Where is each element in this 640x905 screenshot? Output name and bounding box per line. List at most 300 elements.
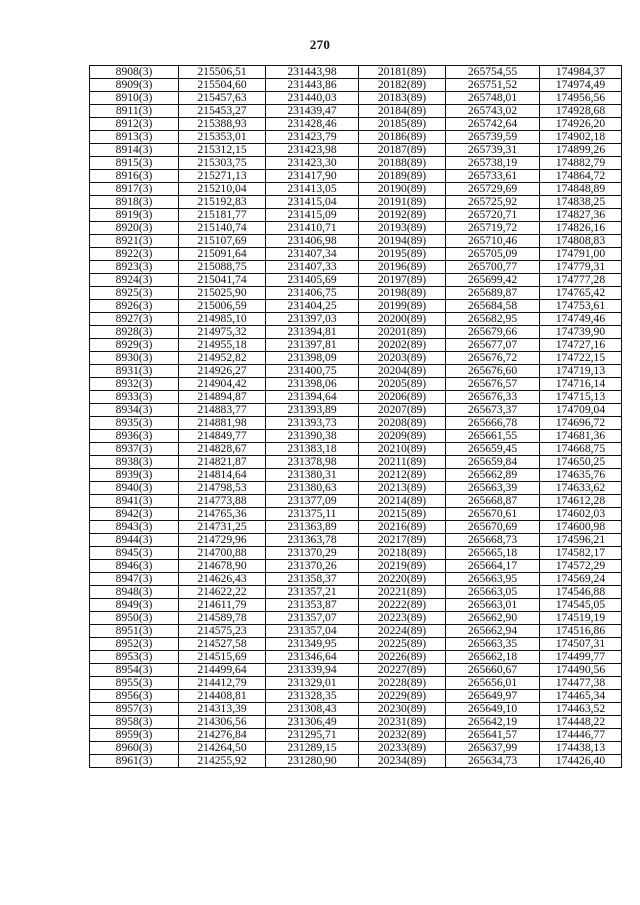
table-cell-x-coordinate-right: 265699,42 bbox=[446, 274, 540, 287]
table-cell-x-coordinate-right: 265641,57 bbox=[446, 729, 540, 742]
table-cell-x-coordinate-left: 214814,64 bbox=[179, 469, 266, 482]
table-cell-y-coordinate-right: 174765,42 bbox=[540, 287, 622, 300]
table-cell-point-id-right: 20195(89) bbox=[359, 248, 446, 261]
table-cell-point-id-left: 8946(3) bbox=[90, 560, 179, 573]
table-cell-point-id-left: 8918(3) bbox=[90, 196, 179, 209]
table-cell-y-coordinate-right: 174749,46 bbox=[540, 313, 622, 326]
table-cell-point-id-right: 20193(89) bbox=[359, 222, 446, 235]
table-cell-point-id-left: 8933(3) bbox=[90, 391, 179, 404]
table-cell-point-id-right: 20189(89) bbox=[359, 170, 446, 183]
table-row bbox=[90, 612, 622, 625]
table-cell-x-coordinate-right: 265673,37 bbox=[446, 404, 540, 417]
table-cell-x-coordinate-right: 265663,95 bbox=[446, 573, 540, 586]
table-cell-y-coordinate-right: 174719,13 bbox=[540, 365, 622, 378]
table-cell-point-id-right: 20202(89) bbox=[359, 339, 446, 352]
table-cell-y-coordinate-right: 174696,72 bbox=[540, 417, 622, 430]
table-row bbox=[90, 261, 622, 274]
table-cell-y-coordinate-left: 231443,86 bbox=[266, 79, 359, 92]
table-cell-y-coordinate-left: 231357,04 bbox=[266, 625, 359, 638]
table-cell-y-coordinate-left: 231415,09 bbox=[266, 209, 359, 222]
table-cell-point-id-left: 8960(3) bbox=[90, 742, 179, 755]
table-cell-x-coordinate-left: 214499,64 bbox=[179, 664, 266, 677]
table-cell-x-coordinate-left: 214700,88 bbox=[179, 547, 266, 560]
table-cell-y-coordinate-right: 174612,28 bbox=[540, 495, 622, 508]
table-cell-y-coordinate-left: 231410,71 bbox=[266, 222, 359, 235]
table-cell-y-coordinate-right: 174926,20 bbox=[540, 118, 622, 131]
table-cell-point-id-left: 8908(3) bbox=[90, 66, 179, 79]
table-cell-x-coordinate-left: 214729,96 bbox=[179, 534, 266, 547]
coordinates-table bbox=[89, 65, 622, 768]
table-cell-x-coordinate-right: 265662,89 bbox=[446, 469, 540, 482]
table-cell-point-id-right: 20188(89) bbox=[359, 157, 446, 170]
table-cell-point-id-left: 8961(3) bbox=[90, 755, 179, 768]
table-cell-x-coordinate-right: 265656,01 bbox=[446, 677, 540, 690]
table-cell-x-coordinate-right: 265754,55 bbox=[446, 66, 540, 79]
table-row bbox=[90, 118, 622, 131]
table-cell-y-coordinate-left: 231415,04 bbox=[266, 196, 359, 209]
table-row bbox=[90, 66, 622, 79]
table-cell-x-coordinate-right: 265663,39 bbox=[446, 482, 540, 495]
table-cell-point-id-left: 8914(3) bbox=[90, 144, 179, 157]
table-cell-point-id-left: 8927(3) bbox=[90, 313, 179, 326]
table-cell-point-id-left: 8937(3) bbox=[90, 443, 179, 456]
table-cell-point-id-right: 20203(89) bbox=[359, 352, 446, 365]
table-cell-point-id-left: 8949(3) bbox=[90, 599, 179, 612]
table-cell-x-coordinate-right: 265710,46 bbox=[446, 235, 540, 248]
table-cell-y-coordinate-right: 174516,86 bbox=[540, 625, 622, 638]
table-cell-point-id-right: 20197(89) bbox=[359, 274, 446, 287]
table-cell-y-coordinate-right: 174650,25 bbox=[540, 456, 622, 469]
table-cell-y-coordinate-left: 231393,73 bbox=[266, 417, 359, 430]
table-cell-y-coordinate-left: 231370,26 bbox=[266, 560, 359, 573]
table-cell-x-coordinate-right: 265689,87 bbox=[446, 287, 540, 300]
table-cell-x-coordinate-left: 214881,98 bbox=[179, 417, 266, 430]
table-cell-y-coordinate-left: 231380,63 bbox=[266, 482, 359, 495]
table-cell-y-coordinate-left: 231383,18 bbox=[266, 443, 359, 456]
table-cell-point-id-right: 20206(89) bbox=[359, 391, 446, 404]
table-cell-y-coordinate-right: 174426,40 bbox=[540, 755, 622, 768]
table-cell-y-coordinate-left: 231377,09 bbox=[266, 495, 359, 508]
table-cell-point-id-left: 8925(3) bbox=[90, 287, 179, 300]
table-cell-y-coordinate-right: 174438,13 bbox=[540, 742, 622, 755]
table-cell-x-coordinate-left: 214985,10 bbox=[179, 313, 266, 326]
table-cell-x-coordinate-left: 214765,36 bbox=[179, 508, 266, 521]
table-cell-point-id-right: 20227(89) bbox=[359, 664, 446, 677]
table-cell-point-id-left: 8911(3) bbox=[90, 105, 179, 118]
table-cell-y-coordinate-right: 174864,72 bbox=[540, 170, 622, 183]
table-row bbox=[90, 313, 622, 326]
table-cell-y-coordinate-right: 174569,24 bbox=[540, 573, 622, 586]
table-cell-y-coordinate-left: 231349,95 bbox=[266, 638, 359, 651]
table-cell-y-coordinate-right: 174546,88 bbox=[540, 586, 622, 599]
table-cell-point-id-left: 8920(3) bbox=[90, 222, 179, 235]
table-cell-x-coordinate-right: 265742,64 bbox=[446, 118, 540, 131]
table-cell-point-id-left: 8938(3) bbox=[90, 456, 179, 469]
table-cell-y-coordinate-left: 231329,01 bbox=[266, 677, 359, 690]
table-cell-x-coordinate-right: 265682,95 bbox=[446, 313, 540, 326]
table-cell-y-coordinate-left: 231280,90 bbox=[266, 755, 359, 768]
table-cell-point-id-right: 20205(89) bbox=[359, 378, 446, 391]
table-row bbox=[90, 729, 622, 742]
table-cell-point-id-right: 20231(89) bbox=[359, 716, 446, 729]
table-cell-point-id-left: 8912(3) bbox=[90, 118, 179, 131]
table-row bbox=[90, 560, 622, 573]
table-row bbox=[90, 456, 622, 469]
table-cell-y-coordinate-right: 174791,00 bbox=[540, 248, 622, 261]
table-cell-y-coordinate-right: 174463,52 bbox=[540, 703, 622, 716]
table-cell-y-coordinate-left: 231405,69 bbox=[266, 274, 359, 287]
table-cell-point-id-right: 20218(89) bbox=[359, 547, 446, 560]
table-cell-point-id-right: 20196(89) bbox=[359, 261, 446, 274]
table-cell-x-coordinate-right: 265751,52 bbox=[446, 79, 540, 92]
table-cell-y-coordinate-right: 174739,90 bbox=[540, 326, 622, 339]
table-cell-x-coordinate-left: 214306,56 bbox=[179, 716, 266, 729]
table-cell-y-coordinate-left: 231353,87 bbox=[266, 599, 359, 612]
table-row bbox=[90, 183, 622, 196]
table-cell-point-id-left: 8919(3) bbox=[90, 209, 179, 222]
table-cell-y-coordinate-left: 231397,03 bbox=[266, 313, 359, 326]
table-cell-point-id-right: 20214(89) bbox=[359, 495, 446, 508]
table-cell-x-coordinate-right: 265729,69 bbox=[446, 183, 540, 196]
table-cell-x-coordinate-right: 265662,94 bbox=[446, 625, 540, 638]
table-row bbox=[90, 573, 622, 586]
table-cell-y-coordinate-right: 174602,03 bbox=[540, 508, 622, 521]
table-row bbox=[90, 404, 622, 417]
table-cell-point-id-right: 20184(89) bbox=[359, 105, 446, 118]
table-cell-point-id-right: 20199(89) bbox=[359, 300, 446, 313]
table-cell-y-coordinate-right: 174715,13 bbox=[540, 391, 622, 404]
table-cell-point-id-left: 8942(3) bbox=[90, 508, 179, 521]
table-cell-x-coordinate-left: 214515,69 bbox=[179, 651, 266, 664]
table-row bbox=[90, 339, 622, 352]
table-cell-point-id-left: 8941(3) bbox=[90, 495, 179, 508]
table-cell-x-coordinate-left: 215388,93 bbox=[179, 118, 266, 131]
table-cell-y-coordinate-left: 231378,98 bbox=[266, 456, 359, 469]
table-cell-point-id-right: 20207(89) bbox=[359, 404, 446, 417]
table-cell-x-coordinate-right: 265748,01 bbox=[446, 92, 540, 105]
table-cell-x-coordinate-right: 265662,18 bbox=[446, 651, 540, 664]
table-cell-y-coordinate-left: 231306,49 bbox=[266, 716, 359, 729]
table-cell-x-coordinate-left: 215181,77 bbox=[179, 209, 266, 222]
table-row bbox=[90, 443, 622, 456]
table-row bbox=[90, 157, 622, 170]
table-cell-y-coordinate-right: 174668,75 bbox=[540, 443, 622, 456]
table-cell-x-coordinate-right: 265705,09 bbox=[446, 248, 540, 261]
table-cell-y-coordinate-left: 231440,03 bbox=[266, 92, 359, 105]
table-cell-point-id-right: 20217(89) bbox=[359, 534, 446, 547]
table-cell-x-coordinate-left: 214821,87 bbox=[179, 456, 266, 469]
table-row bbox=[90, 209, 622, 222]
table-cell-x-coordinate-left: 215303,75 bbox=[179, 157, 266, 170]
table-cell-y-coordinate-left: 231363,89 bbox=[266, 521, 359, 534]
table-cell-point-id-right: 20186(89) bbox=[359, 131, 446, 144]
table-cell-point-id-right: 20208(89) bbox=[359, 417, 446, 430]
table-cell-point-id-right: 20221(89) bbox=[359, 586, 446, 599]
table-cell-y-coordinate-left: 231375,11 bbox=[266, 508, 359, 521]
table-cell-x-coordinate-left: 214575,23 bbox=[179, 625, 266, 638]
table-cell-y-coordinate-right: 174984,37 bbox=[540, 66, 622, 79]
table-cell-x-coordinate-left: 215041,74 bbox=[179, 274, 266, 287]
table-cell-y-coordinate-left: 231406,75 bbox=[266, 287, 359, 300]
table-cell-x-coordinate-right: 265679,66 bbox=[446, 326, 540, 339]
table-row bbox=[90, 391, 622, 404]
table-cell-point-id-right: 20219(89) bbox=[359, 560, 446, 573]
table-cell-x-coordinate-right: 265743,02 bbox=[446, 105, 540, 118]
table-cell-x-coordinate-left: 215453,27 bbox=[179, 105, 266, 118]
table-cell-x-coordinate-right: 265720,71 bbox=[446, 209, 540, 222]
table-row bbox=[90, 586, 622, 599]
table-cell-y-coordinate-right: 174899,26 bbox=[540, 144, 622, 157]
table-cell-y-coordinate-right: 174681,36 bbox=[540, 430, 622, 443]
table-cell-x-coordinate-left: 214798,53 bbox=[179, 482, 266, 495]
table-cell-point-id-left: 8944(3) bbox=[90, 534, 179, 547]
table-row bbox=[90, 248, 622, 261]
table-cell-x-coordinate-left: 215091,64 bbox=[179, 248, 266, 261]
table-cell-y-coordinate-left: 231346,64 bbox=[266, 651, 359, 664]
table-cell-point-id-left: 8954(3) bbox=[90, 664, 179, 677]
table-cell-point-id-right: 20190(89) bbox=[359, 183, 446, 196]
table-cell-point-id-right: 20192(89) bbox=[359, 209, 446, 222]
table-cell-x-coordinate-right: 265663,35 bbox=[446, 638, 540, 651]
table-cell-y-coordinate-right: 174956,56 bbox=[540, 92, 622, 105]
table-row bbox=[90, 638, 622, 651]
table-cell-x-coordinate-left: 215210,04 bbox=[179, 183, 266, 196]
table-cell-x-coordinate-left: 214264,50 bbox=[179, 742, 266, 755]
table-row bbox=[90, 703, 622, 716]
table-cell-y-coordinate-right: 174600,98 bbox=[540, 521, 622, 534]
table-cell-x-coordinate-left: 214622,22 bbox=[179, 586, 266, 599]
table-cell-y-coordinate-left: 231423,79 bbox=[266, 131, 359, 144]
table-cell-x-coordinate-right: 265700,77 bbox=[446, 261, 540, 274]
table-row bbox=[90, 521, 622, 534]
table-cell-point-id-left: 8939(3) bbox=[90, 469, 179, 482]
table-cell-x-coordinate-right: 265670,61 bbox=[446, 508, 540, 521]
table-cell-x-coordinate-right: 265642,19 bbox=[446, 716, 540, 729]
table-cell-y-coordinate-left: 231289,15 bbox=[266, 742, 359, 755]
table-cell-point-id-right: 20201(89) bbox=[359, 326, 446, 339]
table-cell-y-coordinate-left: 231394,81 bbox=[266, 326, 359, 339]
table-cell-y-coordinate-right: 174709,04 bbox=[540, 404, 622, 417]
table-cell-y-coordinate-right: 174490,56 bbox=[540, 664, 622, 677]
table-cell-point-id-right: 20228(89) bbox=[359, 677, 446, 690]
table-cell-y-coordinate-left: 231390,38 bbox=[266, 430, 359, 443]
table-cell-x-coordinate-left: 214926,27 bbox=[179, 365, 266, 378]
table-cell-y-coordinate-left: 231308,43 bbox=[266, 703, 359, 716]
table-cell-y-coordinate-left: 231439,47 bbox=[266, 105, 359, 118]
table-cell-x-coordinate-left: 214276,84 bbox=[179, 729, 266, 742]
table-cell-point-id-left: 8955(3) bbox=[90, 677, 179, 690]
table-cell-x-coordinate-left: 215506,51 bbox=[179, 66, 266, 79]
table-cell-x-coordinate-right: 265719,72 bbox=[446, 222, 540, 235]
table-cell-y-coordinate-left: 231370,29 bbox=[266, 547, 359, 560]
table-row bbox=[90, 534, 622, 547]
table-cell-x-coordinate-right: 265649,97 bbox=[446, 690, 540, 703]
table-cell-point-id-right: 20230(89) bbox=[359, 703, 446, 716]
table-cell-x-coordinate-right: 265662,90 bbox=[446, 612, 540, 625]
table-cell-x-coordinate-left: 214678,90 bbox=[179, 560, 266, 573]
table-row bbox=[90, 417, 622, 430]
table-cell-point-id-left: 8922(3) bbox=[90, 248, 179, 261]
table-cell-x-coordinate-right: 265649,10 bbox=[446, 703, 540, 716]
table-cell-x-coordinate-left: 214589,78 bbox=[179, 612, 266, 625]
table-cell-point-id-left: 8924(3) bbox=[90, 274, 179, 287]
table-row bbox=[90, 651, 622, 664]
table-cell-point-id-left: 8917(3) bbox=[90, 183, 179, 196]
table-cell-x-coordinate-right: 265663,05 bbox=[446, 586, 540, 599]
table-cell-x-coordinate-right: 265668,87 bbox=[446, 495, 540, 508]
table-cell-x-coordinate-left: 214894,87 bbox=[179, 391, 266, 404]
table-cell-point-id-right: 20223(89) bbox=[359, 612, 446, 625]
table-cell-y-coordinate-right: 174808,83 bbox=[540, 235, 622, 248]
table-cell-x-coordinate-right: 265663,01 bbox=[446, 599, 540, 612]
table-cell-point-id-left: 8945(3) bbox=[90, 547, 179, 560]
table-cell-y-coordinate-left: 231394,64 bbox=[266, 391, 359, 404]
table-cell-x-coordinate-left: 214975,32 bbox=[179, 326, 266, 339]
table-cell-point-id-left: 8926(3) bbox=[90, 300, 179, 313]
table-cell-y-coordinate-left: 231423,30 bbox=[266, 157, 359, 170]
table-cell-y-coordinate-right: 174779,31 bbox=[540, 261, 622, 274]
table-row bbox=[90, 79, 622, 92]
table-cell-y-coordinate-left: 231328,35 bbox=[266, 690, 359, 703]
table-cell-x-coordinate-right: 265659,45 bbox=[446, 443, 540, 456]
table-cell-point-id-left: 8929(3) bbox=[90, 339, 179, 352]
table-cell-point-id-right: 20232(89) bbox=[359, 729, 446, 742]
table-row bbox=[90, 430, 622, 443]
table-cell-y-coordinate-left: 231404,25 bbox=[266, 300, 359, 313]
table-cell-point-id-left: 8947(3) bbox=[90, 573, 179, 586]
table-cell-x-coordinate-right: 265676,33 bbox=[446, 391, 540, 404]
table-cell-x-coordinate-left: 215107,69 bbox=[179, 235, 266, 248]
table-row bbox=[90, 378, 622, 391]
table-row bbox=[90, 469, 622, 482]
table-cell-x-coordinate-left: 215504,60 bbox=[179, 79, 266, 92]
table-cell-point-id-right: 20183(89) bbox=[359, 92, 446, 105]
table-cell-y-coordinate-left: 231295,71 bbox=[266, 729, 359, 742]
table-cell-x-coordinate-right: 265659,84 bbox=[446, 456, 540, 469]
table-cell-point-id-right: 20222(89) bbox=[359, 599, 446, 612]
table-row bbox=[90, 105, 622, 118]
table-cell-x-coordinate-left: 215025,90 bbox=[179, 287, 266, 300]
table-cell-y-coordinate-right: 174477,38 bbox=[540, 677, 622, 690]
table-cell-y-coordinate-right: 174465,34 bbox=[540, 690, 622, 703]
table-cell-y-coordinate-left: 231400,75 bbox=[266, 365, 359, 378]
table-row bbox=[90, 599, 622, 612]
table-cell-y-coordinate-right: 174446,77 bbox=[540, 729, 622, 742]
table-cell-point-id-left: 8953(3) bbox=[90, 651, 179, 664]
table-cell-x-coordinate-right: 265670,69 bbox=[446, 521, 540, 534]
table-cell-point-id-right: 20226(89) bbox=[359, 651, 446, 664]
table-cell-x-coordinate-left: 214849,77 bbox=[179, 430, 266, 443]
table-cell-x-coordinate-left: 214731,25 bbox=[179, 521, 266, 534]
table-cell-x-coordinate-left: 214828,67 bbox=[179, 443, 266, 456]
table-row bbox=[90, 690, 622, 703]
table-cell-x-coordinate-left: 215006,59 bbox=[179, 300, 266, 313]
table-cell-point-id-left: 8928(3) bbox=[90, 326, 179, 339]
table-row bbox=[90, 326, 622, 339]
table-cell-point-id-right: 20198(89) bbox=[359, 287, 446, 300]
table-row bbox=[90, 274, 622, 287]
table-cell-y-coordinate-left: 231357,21 bbox=[266, 586, 359, 599]
table-cell-point-id-left: 8958(3) bbox=[90, 716, 179, 729]
table-cell-point-id-left: 8936(3) bbox=[90, 430, 179, 443]
table-cell-point-id-right: 20209(89) bbox=[359, 430, 446, 443]
table-cell-point-id-right: 20213(89) bbox=[359, 482, 446, 495]
table-cell-point-id-left: 8956(3) bbox=[90, 690, 179, 703]
table-row bbox=[90, 196, 622, 209]
table-cell-x-coordinate-left: 214527,58 bbox=[179, 638, 266, 651]
table-cell-x-coordinate-left: 214412,79 bbox=[179, 677, 266, 690]
table-row bbox=[90, 235, 622, 248]
table-row bbox=[90, 755, 622, 768]
coordinates-table-body bbox=[90, 66, 622, 768]
table-cell-y-coordinate-right: 174448,22 bbox=[540, 716, 622, 729]
table-cell-x-coordinate-left: 214904,42 bbox=[179, 378, 266, 391]
table-cell-x-coordinate-right: 265738,19 bbox=[446, 157, 540, 170]
table-cell-x-coordinate-left: 215088,75 bbox=[179, 261, 266, 274]
table-cell-x-coordinate-left: 214955,18 bbox=[179, 339, 266, 352]
table-cell-x-coordinate-left: 214626,43 bbox=[179, 573, 266, 586]
table-cell-y-coordinate-right: 174596,21 bbox=[540, 534, 622, 547]
table-cell-point-id-left: 8932(3) bbox=[90, 378, 179, 391]
table-cell-y-coordinate-right: 174727,16 bbox=[540, 339, 622, 352]
table-cell-x-coordinate-left: 214773,88 bbox=[179, 495, 266, 508]
table-cell-x-coordinate-right: 265637,99 bbox=[446, 742, 540, 755]
table-cell-point-id-right: 20233(89) bbox=[359, 742, 446, 755]
table-cell-point-id-left: 8923(3) bbox=[90, 261, 179, 274]
table-cell-y-coordinate-left: 231428,46 bbox=[266, 118, 359, 131]
table-cell-point-id-left: 8916(3) bbox=[90, 170, 179, 183]
table-cell-y-coordinate-left: 231407,34 bbox=[266, 248, 359, 261]
table-cell-y-coordinate-left: 231357,07 bbox=[266, 612, 359, 625]
table-cell-x-coordinate-right: 265684,58 bbox=[446, 300, 540, 313]
table-cell-x-coordinate-left: 214611,79 bbox=[179, 599, 266, 612]
table-cell-point-id-left: 8910(3) bbox=[90, 92, 179, 105]
table-cell-point-id-left: 8915(3) bbox=[90, 157, 179, 170]
table-cell-x-coordinate-right: 265661,55 bbox=[446, 430, 540, 443]
table-cell-point-id-right: 20215(89) bbox=[359, 508, 446, 521]
table-cell-x-coordinate-right: 265664,17 bbox=[446, 560, 540, 573]
table-cell-x-coordinate-right: 265739,31 bbox=[446, 144, 540, 157]
table-cell-y-coordinate-left: 231423,98 bbox=[266, 144, 359, 157]
table-cell-point-id-right: 20225(89) bbox=[359, 638, 446, 651]
table-cell-point-id-right: 20204(89) bbox=[359, 365, 446, 378]
table-cell-point-id-right: 20216(89) bbox=[359, 521, 446, 534]
table-cell-y-coordinate-right: 174716,14 bbox=[540, 378, 622, 391]
table-cell-y-coordinate-right: 174582,17 bbox=[540, 547, 622, 560]
table-cell-y-coordinate-left: 231398,09 bbox=[266, 352, 359, 365]
table-cell-x-coordinate-left: 214313,39 bbox=[179, 703, 266, 716]
table-cell-point-id-left: 8931(3) bbox=[90, 365, 179, 378]
table-cell-y-coordinate-left: 231339,94 bbox=[266, 664, 359, 677]
table-cell-point-id-left: 8940(3) bbox=[90, 482, 179, 495]
table-cell-point-id-right: 20224(89) bbox=[359, 625, 446, 638]
table-cell-point-id-left: 8957(3) bbox=[90, 703, 179, 716]
table-cell-point-id-right: 20210(89) bbox=[359, 443, 446, 456]
table-cell-y-coordinate-left: 231406,98 bbox=[266, 235, 359, 248]
table-cell-x-coordinate-left: 214883,77 bbox=[179, 404, 266, 417]
table-cell-y-coordinate-left: 231397,81 bbox=[266, 339, 359, 352]
table-cell-point-id-right: 20185(89) bbox=[359, 118, 446, 131]
table-cell-x-coordinate-right: 265676,60 bbox=[446, 365, 540, 378]
table-cell-point-id-right: 20200(89) bbox=[359, 313, 446, 326]
table-cell-y-coordinate-right: 174753,61 bbox=[540, 300, 622, 313]
table-cell-y-coordinate-right: 174545,05 bbox=[540, 599, 622, 612]
table-row bbox=[90, 131, 622, 144]
table-cell-point-id-left: 8948(3) bbox=[90, 586, 179, 599]
table-row bbox=[90, 742, 622, 755]
table-cell-y-coordinate-right: 174928,68 bbox=[540, 105, 622, 118]
table-cell-point-id-left: 8921(3) bbox=[90, 235, 179, 248]
